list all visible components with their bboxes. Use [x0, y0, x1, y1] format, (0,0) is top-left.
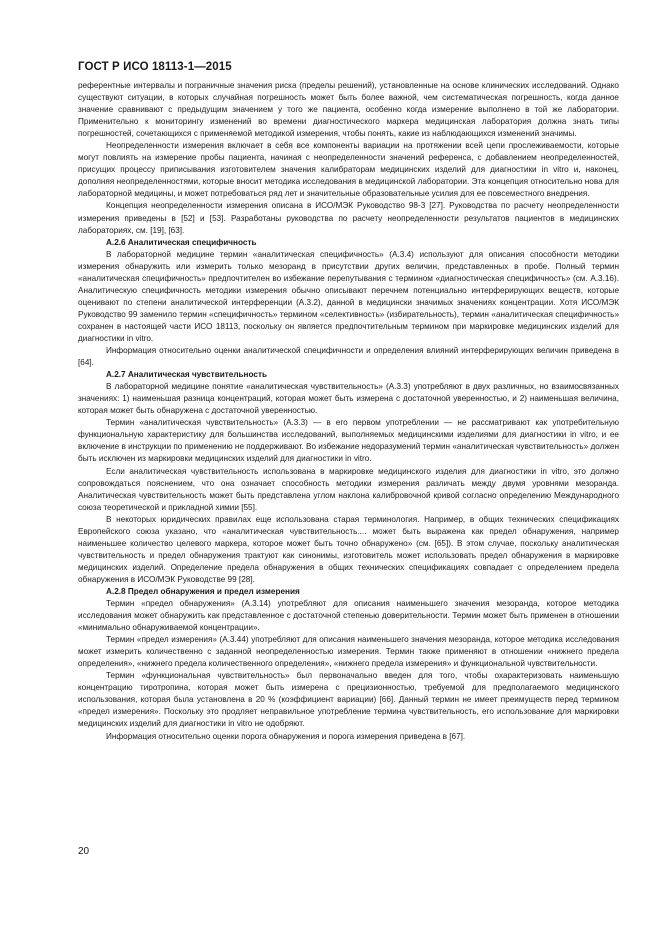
paragraph: Концепция неопределенности измерения описана в ИСО/МЭК Руководство 98-3 [27]. Руководства по расчету неопределенности измерения приведены в [52] и [53]. Разработаны руководства по расчету неопределенности результатов пациентов в медицинских лабораториях, см. [19], [63].	[78, 201, 619, 235]
document-body	[78, 80, 619, 743]
paragraph: референтные интервалы и пограничные значения риска (пределы решений), установленные на основе клинических исследований. Однако существуют ситуации, в которых случайная погрешность может быть более важной, чем систематическая погрешность, когда данное значение сравнивают с предыдущим значением у того же пациента, особенно когда измерение выполнено в той же лаборатории. Применительно к мониторингу изменений во времени диагностического маркера медицинская лаборатория должна знать типы погрешностей, сочетающихся с применяемой методикой измерения, чтобы понять, какие из наблюдающихся изменений значимы.	[78, 81, 619, 139]
paragraph: В некоторых юридических правилах еще использована старая терминология. Например, в общих технических спецификациях Европейского союза указано, что «аналитическая чувствительность.... может быть выражена как предел обнаружения, например наименьшее количество целевого маркера, которое может быть точно обнаружено» (см. [65]). В этом случае, поскольку аналитическая чувствительность и предел обнаружения трактуют как синонимы, изготовитель может использовать предел обнаружения в маркировке медицинских изделий. Определение предела обнаружения в общих технических спецификациях совпадает с определением предела обнаружения в ИСО/МЭК Руководстве 99 [28].	[78, 514, 619, 584]
page-number: 20	[78, 846, 90, 857]
paragraph: В лабораторной медицине термин «аналитическая специфичность» (A.3.4) используют для описания способности методики измерения обнаружить или измерить только мезоранд в присутствии других величин, представленных в пробе. Полный термин «аналитическая специфичность» предпочтителен во избежание перепутывания с термином «диагностическая специфичность» (см. A.3.16). Аналитическую специфичность методики измерения обычно описывают перечнем потенциально интерферирующих веществ, которые оценивают по степени аналитической интерференции (A.3.2), данной в медицински значимых значениях концентрации. Хотя ИСО/МЭК Руководство 99 заменило термин «специфичность» термином «селективность» (избирательность), термин «аналитическая специфичность» сохранен в настоящей части ИСО 18113, поскольку он является предпочтительным термином при маркировке медицинских изделий для диагностики in vitro.	[78, 249, 619, 343]
section-heading: A.2.8 Предел обнаружения и предел измерения	[106, 586, 300, 596]
section-heading: A.2.7 Аналитическая чувствительность	[106, 370, 267, 380]
paragraph: Информация относительно оценки аналитической специфичности и определения влияний интерферирующих величин приведена в [64].	[78, 346, 619, 368]
paragraph: Термин «предел измерения» (A.3.44) употребляют для описания наименьшего значения мезоранда, которое методика исследования может измерить количественно с заданной неопределенностью измерения. Термин также применяют в отношении «нижнего предела определения», «нижнего предела количественного определения», «нижнего предела измерения» и функциональной чувствительности.	[78, 635, 619, 669]
section-heading: A.2.6 Аналитическая специфичность	[106, 237, 257, 247]
paragraph: Информация относительно оценки порога обнаружения и порога измерения приведена в [67].	[106, 731, 466, 741]
paragraph: Термин «аналитическая чувствительность» (A.3.3) — в его первом употреблении — не рассматривают как употребительную функциональную характеристику для большинства исследований, выполняемых медицинскими изделиями для диагностики in vitro, и ее включение в инструкции по применению не поддерживают. Во избежание недоразумений термин «аналитическая чувствительность» должен быть исключен из маркировки медицинских изделий для диагностики in vitro.	[78, 418, 619, 464]
document-header: ГОСТ Р ИСО 18113-1—2015	[78, 61, 232, 73]
paragraph: Термин «функциональная чувствительность» был первоначально введен для того, чтобы охарактеризовать наименьшую концентрацию тиротропина, которая может быть измерена с прецизионностью, требуемой для предполагаемого медицинского использования, которая была установлена в 20 % (коэффициент вариации) [66]. Данный термин не имеет преимуществ перед термином «предел измерения». Поскольку это продляет неправильное употребление термина чувствительность, его использование для маркировки медицинских изделий для диагностики in vitro не одобряют.	[78, 671, 619, 729]
paragraph: Неопределенности измерения включает в себя все компоненты вариации на протяжении всей цепи прослеживаемости, которые могут повлиять на измерение пробы пациента, начиная с неопределенности значений референса, с добавлением неопределенностей, присущих процессу приписывания изготовителем значения калибраторам медицинских изделий для диагностики in vitro и, наконец, дополняя неопределенностями, которые вносит методика исследования в медицинской лаборатории. Эта концепция относительно нова для лабораторной медицины, и может потребоваться ряд лет и значительные образовательные усилия для ее повсеместного внедрения.	[78, 141, 619, 199]
paragraph: Если аналитическая чувствительность использована в маркировке медицинского изделия для диагностики in vitro, это должно сопровождаться пояснением, что она означает способность методики измерения различать между двумя уровнями мезоранда. Аналитическая чувствительность может быть представлена углом наклона калибровочной кривой согласно определению Международного союза теоретической и прикладной химии [55].	[78, 466, 619, 512]
paragraph: В лабораторной медицине понятие «аналитическая чувствительность» (A.3.3) употребляют в двух различных, но взаимосвязанных значениях: 1) наименьшая разница концентраций, которая может быть измерена с достаточной уверенностью, и 2) наименьшая величина, которая может быть обнаружена с достаточной уверенностью.	[78, 382, 619, 416]
paragraph: Термин «предел обнаружения» (A.3.14) употребляют для описания наименьшего значения мезоранда, которое методика исследования может обнаружить как представленное с достаточной степенью доверительности. Термин может быть применен в отношении «минимально обнаруживаемой концентрации».	[78, 599, 619, 633]
